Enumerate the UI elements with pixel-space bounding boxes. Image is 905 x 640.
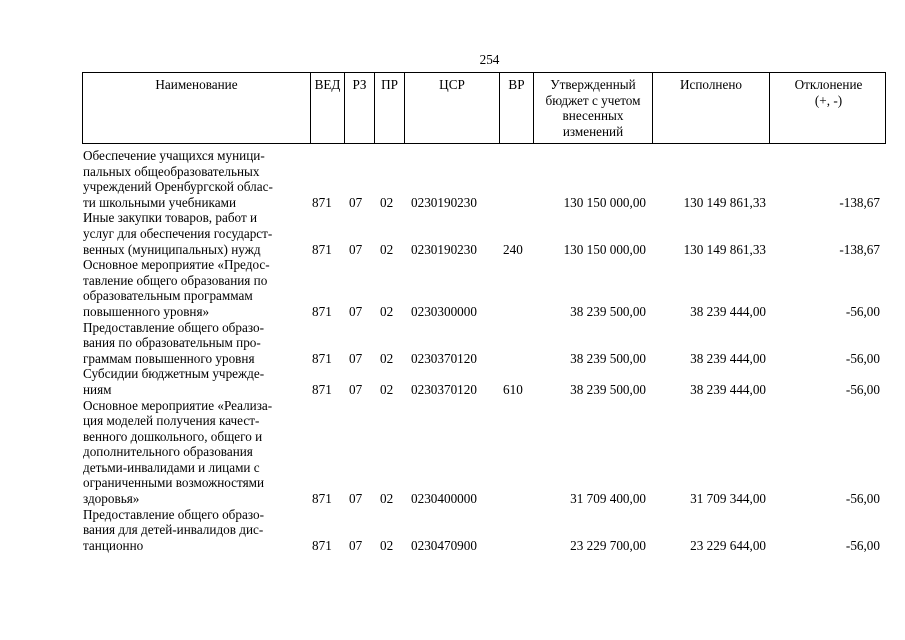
cell-csr: 0230190230 bbox=[411, 194, 477, 210]
row-name bbox=[83, 366, 306, 397]
row-name bbox=[83, 257, 306, 319]
header-csr bbox=[405, 73, 500, 143]
row-name bbox=[83, 507, 306, 554]
header-vr-label: ВР bbox=[508, 77, 525, 92]
cell-ved: 871 bbox=[312, 491, 332, 507]
row-name-line: венного дошкольного, общего и bbox=[83, 428, 263, 444]
page-number: 254 bbox=[479, 52, 500, 67]
cell-executed: 23 229 644,00 bbox=[690, 537, 766, 553]
cell-csr: 0230470900 bbox=[411, 537, 477, 553]
cell-rz: 07 bbox=[349, 241, 363, 257]
row-name-line: ниям bbox=[83, 381, 112, 397]
row-name-line: пальных общеобразовательных bbox=[83, 163, 260, 179]
cell-executed: 38 239 444,00 bbox=[690, 303, 766, 319]
cell-pr: 02 bbox=[380, 194, 394, 210]
cell-csr: 0230400000 bbox=[411, 491, 477, 507]
header-budget-line: внесенных bbox=[562, 108, 624, 124]
row-name-line: танционно bbox=[83, 537, 144, 553]
cell-executed: 130 149 861,33 bbox=[683, 241, 766, 257]
row-name-line: Обеспечение учащихся муници- bbox=[83, 148, 265, 163]
cell-csr: 0230370120 bbox=[411, 381, 477, 397]
cell-budget: 31 709 400,00 bbox=[570, 491, 646, 507]
header-deviation-line: Отклонение bbox=[794, 77, 863, 92]
header-executed-label: Исполнено bbox=[680, 77, 742, 92]
cell-ved: 871 bbox=[312, 303, 332, 319]
header-name bbox=[83, 73, 311, 143]
cell-rz: 07 bbox=[349, 491, 363, 507]
cell-ved: 871 bbox=[312, 194, 332, 210]
header-ved bbox=[311, 73, 345, 143]
table-row bbox=[0, 507, 905, 554]
table-row bbox=[0, 210, 905, 257]
header-budget-line: Утвержденный bbox=[550, 77, 636, 92]
header-vr bbox=[500, 73, 534, 143]
row-name-line: здоровья» bbox=[83, 491, 140, 507]
row-name-line: повышенного уровня» bbox=[83, 303, 210, 319]
cell-budget: 23 229 700,00 bbox=[570, 537, 646, 553]
row-name-line: дополнительного образования bbox=[83, 444, 253, 460]
cell-pr: 02 bbox=[380, 350, 394, 366]
row-name-line: ти школьными учебниками bbox=[83, 194, 237, 210]
cell-deviation: -138,67 bbox=[839, 241, 880, 257]
header-budget-line: бюджет с учетом bbox=[545, 92, 641, 108]
row-name-line: детьми-инвалидами и лицами с bbox=[83, 459, 260, 475]
table-body bbox=[0, 148, 905, 553]
cell-pr: 02 bbox=[380, 491, 394, 507]
cell-executed: 38 239 444,00 bbox=[690, 381, 766, 397]
row-name bbox=[83, 148, 306, 210]
header-name-label: Наименование bbox=[155, 77, 238, 92]
cell-pr: 02 bbox=[380, 303, 394, 319]
row-name bbox=[83, 210, 306, 257]
table-row bbox=[0, 320, 905, 367]
cell-rz: 07 bbox=[349, 194, 363, 210]
row-name bbox=[83, 320, 306, 367]
cell-executed: 130 149 861,33 bbox=[683, 194, 766, 210]
table-header bbox=[82, 72, 886, 144]
cell-budget: 38 239 500,00 bbox=[570, 350, 646, 366]
row-name-line: ограниченными возможностями bbox=[83, 475, 265, 491]
header-deviation-line: (+, -) bbox=[814, 92, 843, 108]
row-name-line: Субсидии бюджетным учрежде- bbox=[83, 366, 265, 382]
cell-ved: 871 bbox=[312, 350, 332, 366]
table-row bbox=[0, 148, 905, 210]
row-name-line: ция моделей получения качест- bbox=[83, 413, 260, 429]
cell-csr: 0230190230 bbox=[411, 241, 477, 257]
header-pr bbox=[375, 73, 405, 143]
header-budget bbox=[534, 73, 653, 143]
table-row bbox=[0, 398, 905, 507]
cell-csr: 0230300000 bbox=[411, 303, 477, 319]
row-name-line: вания для детей-инвалидов дис- bbox=[83, 522, 264, 538]
cell-deviation: -56,00 bbox=[845, 303, 880, 319]
cell-vr: 610 bbox=[503, 381, 523, 397]
header-budget-line: изменений bbox=[562, 123, 624, 139]
cell-rz: 07 bbox=[349, 381, 363, 397]
cell-pr: 02 bbox=[380, 537, 394, 553]
header-rz-label: РЗ bbox=[352, 77, 367, 92]
header-rz bbox=[345, 73, 375, 143]
cell-deviation: -56,00 bbox=[845, 537, 880, 553]
cell-ved: 871 bbox=[312, 537, 332, 553]
cell-budget: 130 150 000,00 bbox=[563, 194, 646, 210]
cell-ved: 871 bbox=[312, 381, 332, 397]
row-name-line: Предоставление общего образо- bbox=[83, 319, 264, 335]
cell-csr: 0230370120 bbox=[411, 350, 477, 366]
row-name-line: услуг для обеспечения государст- bbox=[83, 225, 273, 241]
cell-pr: 02 bbox=[380, 241, 394, 257]
row-name-line: граммам повышенного уровня bbox=[83, 350, 255, 366]
row-name-line: Предоставление общего образо- bbox=[83, 506, 264, 522]
cell-executed: 38 239 444,00 bbox=[690, 350, 766, 366]
table-row bbox=[0, 366, 905, 397]
cell-executed: 31 709 344,00 bbox=[690, 491, 766, 507]
row-name-line: Основное мероприятие «Реализа- bbox=[83, 397, 273, 413]
cell-pr: 02 bbox=[380, 381, 394, 397]
row-name bbox=[83, 398, 306, 507]
cell-rz: 07 bbox=[349, 350, 363, 366]
row-name-line: вания по образовательным про- bbox=[83, 335, 261, 351]
table-row bbox=[0, 257, 905, 319]
row-name-line: образовательным программам bbox=[83, 288, 253, 304]
header-csr-label: ЦСР bbox=[439, 77, 465, 92]
cell-deviation: -56,00 bbox=[845, 491, 880, 507]
cell-rz: 07 bbox=[349, 303, 363, 319]
row-name-line: Основное мероприятие «Предос- bbox=[83, 257, 270, 273]
row-name-line: Иные закупки товаров, работ и bbox=[83, 210, 258, 226]
cell-deviation: -56,00 bbox=[845, 381, 880, 397]
header-deviation bbox=[770, 73, 887, 143]
row-name-line: учреждений Оренбургской облас- bbox=[83, 179, 273, 195]
cell-budget: 38 239 500,00 bbox=[570, 303, 646, 319]
cell-rz: 07 bbox=[349, 537, 363, 553]
header-executed bbox=[653, 73, 770, 143]
cell-deviation: -138,67 bbox=[839, 194, 880, 210]
cell-budget: 38 239 500,00 bbox=[570, 381, 646, 397]
cell-vr: 240 bbox=[503, 241, 523, 257]
row-name-line: венных (муниципальных) нужд bbox=[83, 241, 261, 257]
cell-ved: 871 bbox=[312, 241, 332, 257]
header-pr-label: ПР bbox=[381, 77, 398, 92]
header-ved-label: ВЕД bbox=[314, 77, 341, 92]
row-name-line: тавление общего образования по bbox=[83, 272, 268, 288]
cell-budget: 130 150 000,00 bbox=[563, 241, 646, 257]
cell-deviation: -56,00 bbox=[845, 350, 880, 366]
